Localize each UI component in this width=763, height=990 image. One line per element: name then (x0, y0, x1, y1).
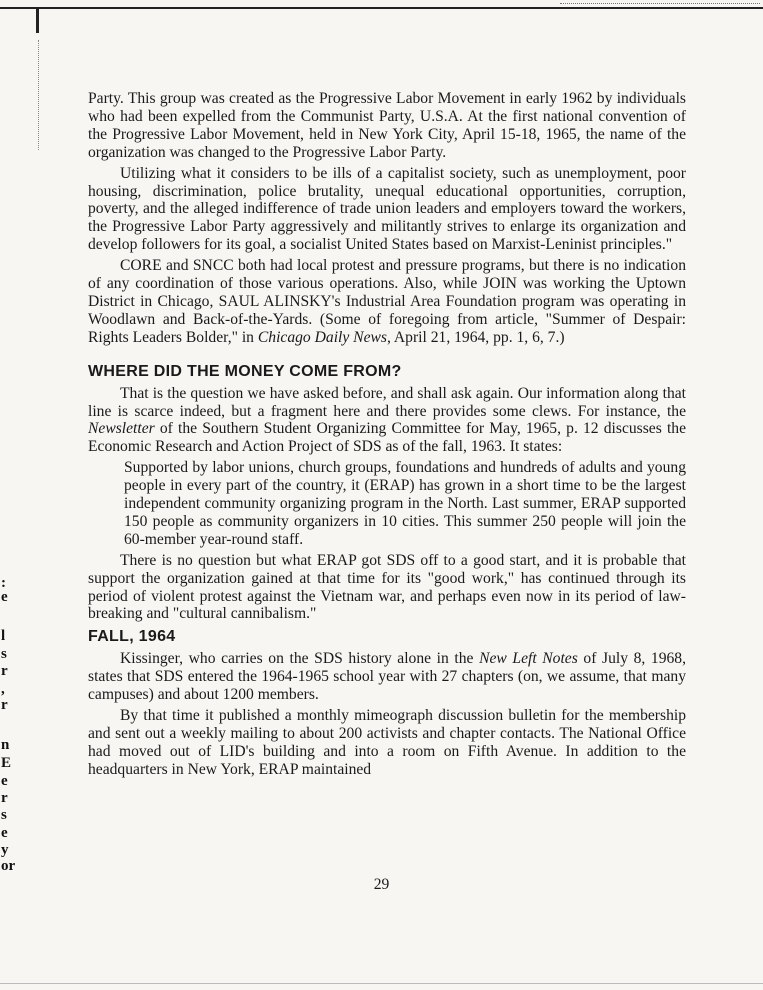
top-rule (0, 7, 763, 9)
margin-fragment: e (1, 773, 8, 789)
money-text-before: That is the question we have asked before, and shall ask again. Our information along that line is scarce indeed, but a fragment here and there provides some clews. For instance, the (88, 384, 686, 420)
margin-fragment: r (1, 663, 8, 679)
money-text-after: of the Southern Student Organizing Committee for May, 1965, p. 12 discusses the Economic Research and Action Project of SDS as of the fall, 1963. It states: (88, 420, 686, 456)
section-heading-fall-1964: FALL, 1964 (88, 628, 176, 646)
kissinger-text-after: of July 8, 1968, states that SDS entered the 1964-1965 school year with 27 chapters (on, we assume, that many campuses) and about 1200 members. (88, 650, 686, 704)
section-heading-money: WHERE DID THE MONEY COME FROM? (88, 362, 402, 380)
paragraph-erap-start: There is no question but what ERAP got SDS off to a good start, and it is probable that support the organization gained at that time for its "good work," has continued through its period of violent protest against the Vietnam war, and perhaps even now in its period of law-breaking and "cultural cannibalism." (88, 551, 686, 623)
margin-fragment: e (1, 825, 8, 841)
paragraph-progressive-labor: Party. This group was created as the Progressive Labor Movement in early 1962 by individuals who had been expelled from the Communist Party, U.S.A. At the first national convention of the Progressive Labor Movement, held in New York City, April 15-18, 1965, the name of the organization was changed to the Progressive Labor Party. (88, 90, 686, 161)
core-citation: , April 21, 1964, pp. 1, 6, 7.) (386, 328, 565, 346)
source-newsletter: Newsletter (88, 420, 155, 438)
margin-fragment: , (1, 681, 5, 697)
source-chicago-daily-news: Chicago Daily News (257, 328, 387, 346)
paragraph-core-sncc (88, 257, 686, 347)
margin-fragment: r (1, 697, 8, 713)
margin-fragment: n (1, 737, 10, 753)
page-body (88, 90, 686, 779)
margin-fragment: e (1, 589, 8, 605)
paragraph-capitalist-ills: Utilizing what it considers to be ills of a capitalist society, such as unemployment, poor housing, discrimination, police brutality, unequal educational opportunities, corruption, poverty, and the alleged indifference of trade union leaders and employers toward the workers, the Progressive Labor Party aggressively and militantly strives to enlarge its organization and develop followers for its goal, a socialist United States based on Marxist-Leninist principles." (88, 164, 686, 254)
margin-fragment: s (1, 646, 7, 662)
block-quote-erap: Supported by labor unions, church groups, foundations and hundreds of adults and young people in every part of the country, it (ERAP) has grown in a short time to be the largest independent community organizing program in the North. Last summer, ERAP supported 150 people as community organizers in 10 cities. This summer 250 people will join the 60-member year-round staff. (124, 459, 686, 548)
margin-fragment: or (1, 858, 16, 874)
page-number: 29 (373, 876, 390, 893)
paragraph-kissinger (88, 650, 686, 704)
margin-fragment: s (1, 807, 7, 823)
source-new-left-notes: New Left Notes (479, 650, 578, 668)
core-text: CORE and SNCC both had local protest and pressure programs, but there is no indication of any coordination of those various operations. Also, while JOIN was working the Uptown District in Chicago, SAUL ALINSKY's Industrial Area Foundation program was operating in Woodlawn and Back-of-the-Yards. (Some of foregoing from article, "Summer of Despair: Rights Leaders Bolder," in (88, 257, 686, 346)
margin-fragment: l (1, 628, 6, 644)
left-margin-fragments (0, 0, 16, 990)
margin-fragment: : (1, 575, 6, 591)
kissinger-text-before: Kissinger, who carries on the SDS history alone in the (120, 650, 480, 668)
bottom-rule (0, 983, 763, 984)
margin-fragment: y (1, 842, 9, 858)
margin-fragment: r (1, 790, 8, 806)
margin-fragment: E (1, 755, 12, 771)
left-dotted-line (38, 40, 39, 150)
corner-mark (36, 7, 39, 33)
paragraph-money-question (88, 385, 686, 457)
top-rule-dotted (560, 3, 760, 4)
paragraph-bulletin: By that time it published a monthly mimeograph discussion bulletin for the membership and sent out a weekly mailing to about 200 activists and chapter contacts. The National Office had moved out of LID's building and into a room on Fifth Avenue. In addition to the headquarters in New York, ERAP maintained (88, 707, 686, 778)
